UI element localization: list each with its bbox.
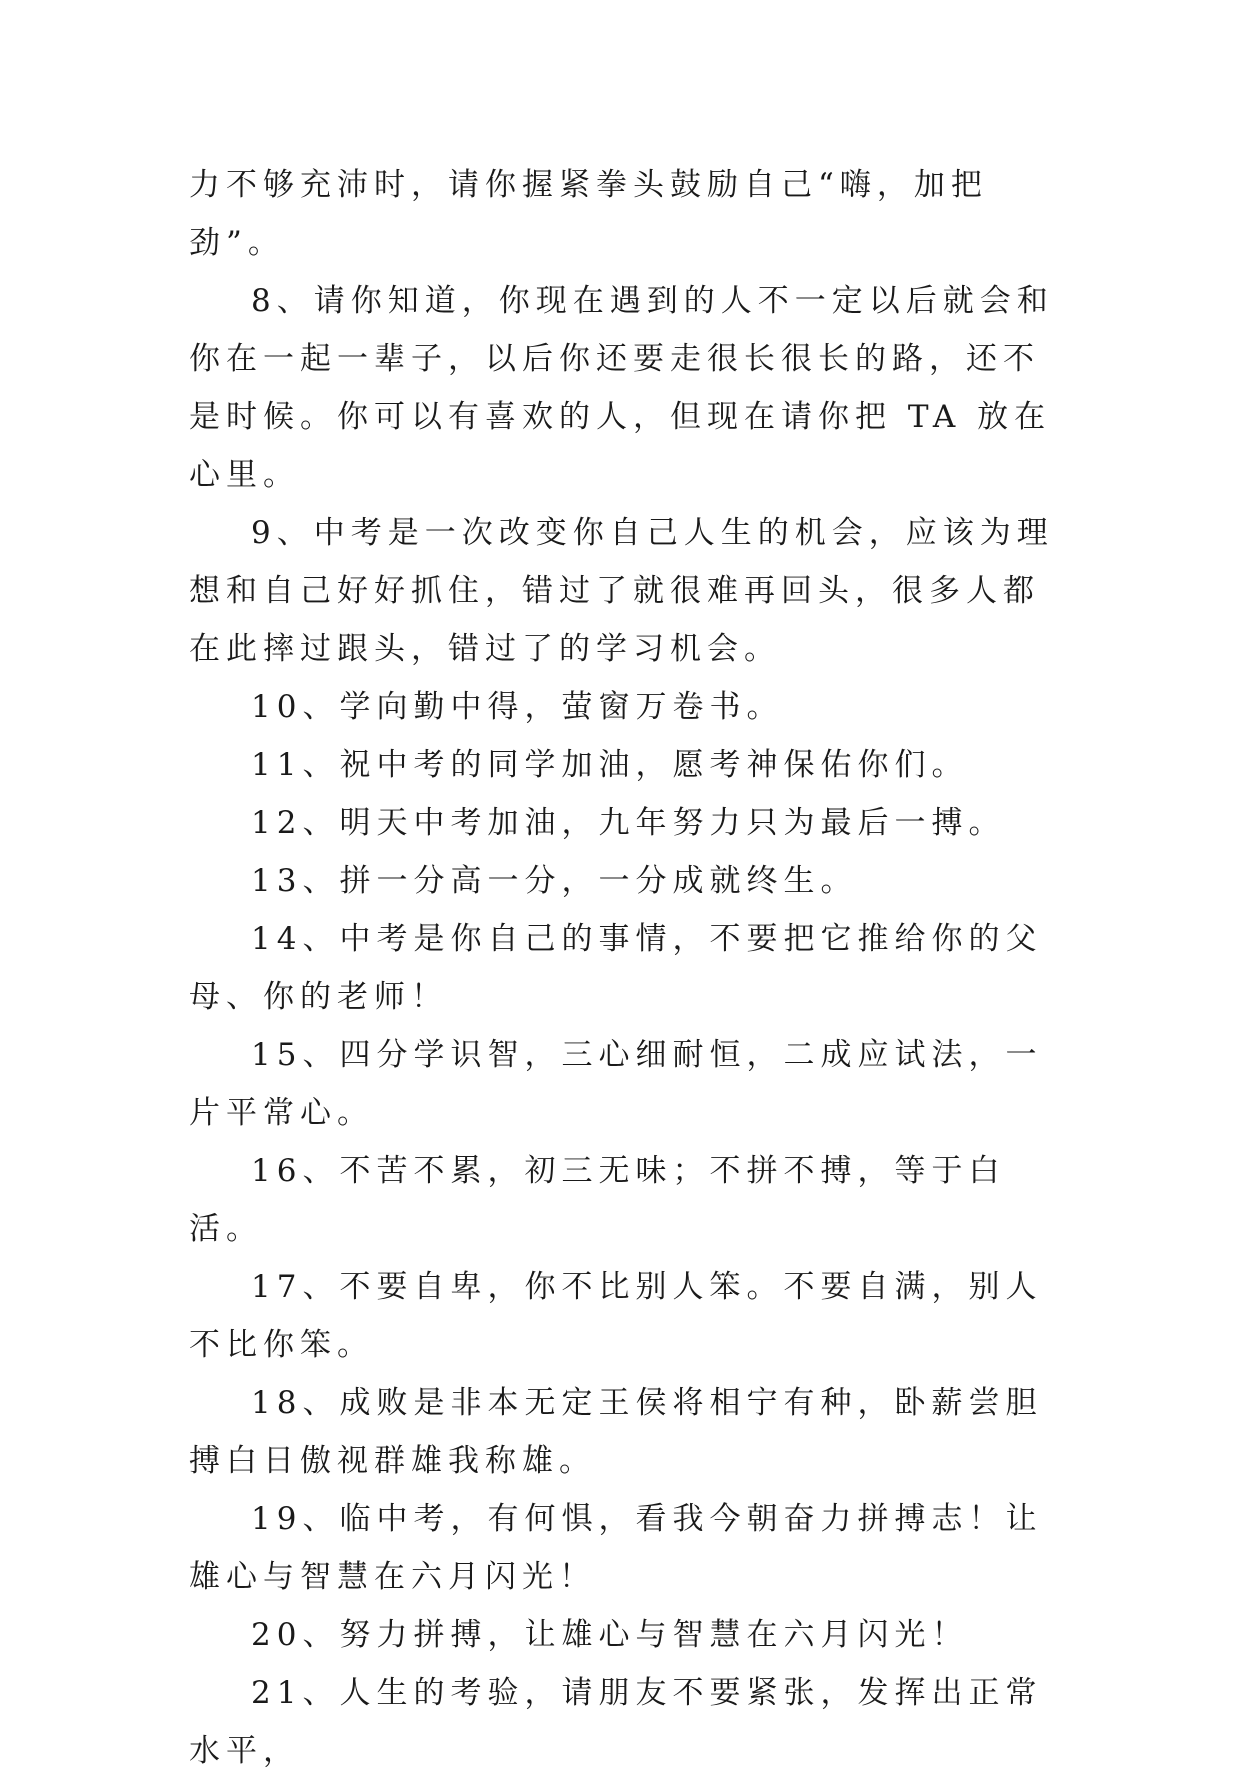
paragraph: 16、不苦不累，初三无味；不拼不搏，等于白活。 <box>189 1153 1006 1247</box>
paragraph: 力不够充沛时，请你握紧拳头鼓励自己“嗨，加把劲”。 <box>189 167 988 261</box>
paragraph: 9、中考是一次改变你自己人生的机会，应该为理想和自己好好抓住，错过了就很难再回头，很多人都在此摔过跟头，错过了的学习机会。 <box>189 515 1054 667</box>
paragraph: 15、四分学识智，三心细耐恒，二成应试法，一片平常心。 <box>189 1037 1043 1131</box>
paragraph: 20、努力拼搏，让雄心与智慧在六月闪光！ <box>251 1617 969 1653</box>
paragraph: 11、祝中考的同学加油，愿考神保佑你们。 <box>251 747 969 783</box>
paragraph: 8、请你知道，你现在遇到的人不一定以后就会和你在一起一辈子，以后你还要走很长很长的路，还不是时候。你可以有喜欢的人，但现在请你把 TA 放在心里。 <box>189 283 1054 493</box>
document-body <box>189 156 1059 1780</box>
paragraph: 13、拼一分高一分，一分成就终生。 <box>251 863 858 899</box>
paragraph: 10、学向勤中得，萤窗万卷书。 <box>251 689 784 725</box>
paragraph: 19、临中考，有何惧，看我今朝奋力拼搏志！让雄心与智慧在六月闪光！ <box>189 1501 1043 1595</box>
paragraph: 14、中考是你自己的事情，不要把它推给你的父母、你的老师！ <box>189 921 1043 1015</box>
paragraph: 17、不要自卑，你不比别人笨。不要自满，别人不比你笨。 <box>189 1269 1043 1363</box>
paragraph: 18、成败是非本无定王侯将相宁有种，卧薪尝胆搏白日傲视群雄我称雄。 <box>189 1385 1043 1479</box>
paragraph: 12、明天中考加油，九年努力只为最后一搏。 <box>251 805 1006 841</box>
paragraph: 21、人生的考验，请朋友不要紧张，发挥出正常水平， <box>189 1675 1043 1769</box>
